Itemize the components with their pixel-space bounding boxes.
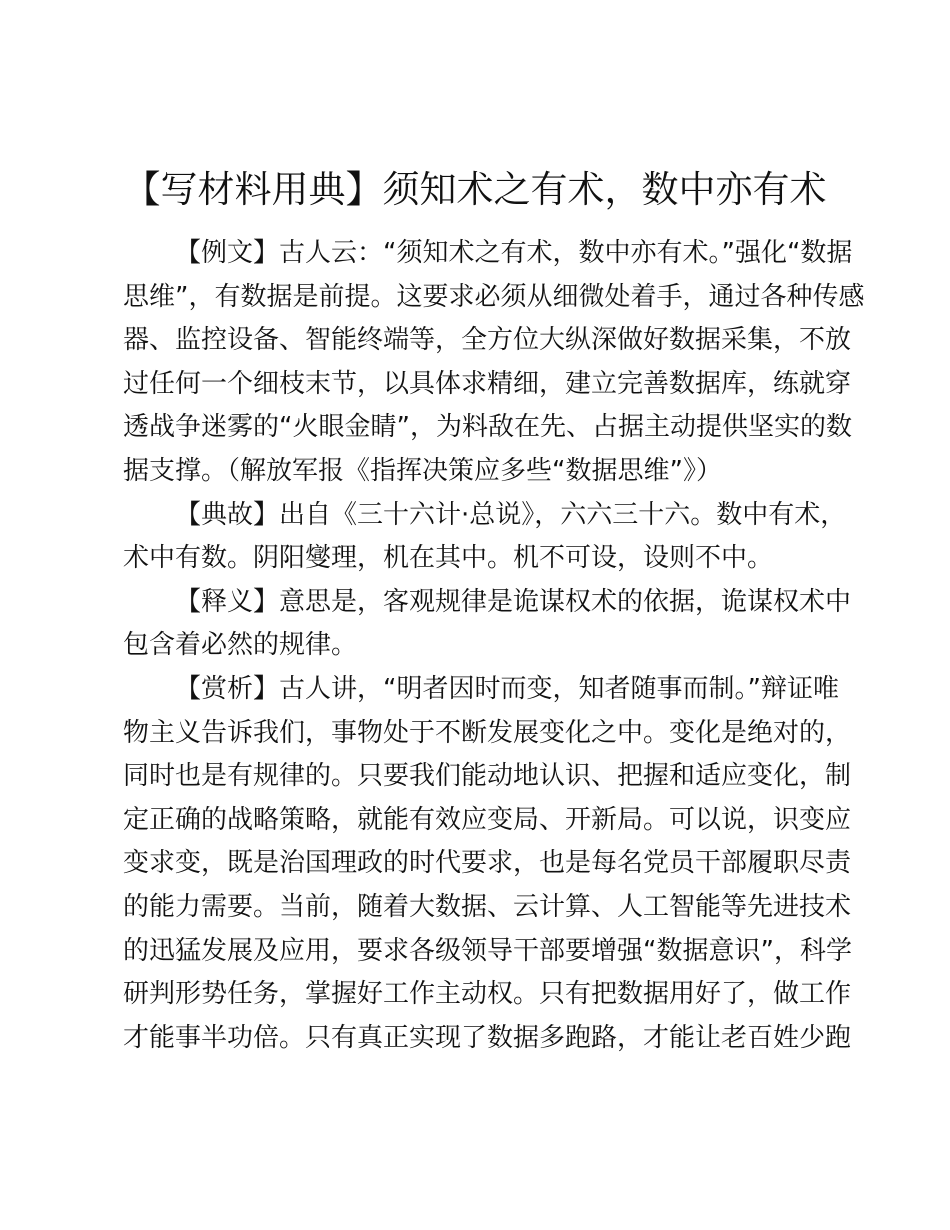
paragraph-example bbox=[123, 232, 865, 494]
text-line: 【赏析】古人讲，“明者因时而变，知者随事而制。”辩证唯 bbox=[175, 673, 839, 704]
text-line: 【典故】出自《三十六计·总说》，六六三十六。数中有术， bbox=[175, 499, 847, 530]
text-line: 【例文】古人云：“须知术之有术，数中亦有术。”强化“数据 bbox=[175, 238, 853, 268]
text-line: 过任何一个细枝末节，以具体求精细，建立完善数据库，练就穿 bbox=[123, 368, 852, 399]
text-line: 思维”，有数据是前提。这要求必须从细微处着手，通过各种传感 bbox=[123, 281, 865, 312]
text-line: 同时也是有规律的。只要我们能动地认识、把握和适应变化，制 bbox=[123, 761, 852, 792]
text-line: 研判形势任务，掌握好工作主动权。只有把数据用好了，做工作 bbox=[123, 979, 852, 1010]
text-line: 的能力需要。当前，随着大数据、云计算、人工智能等先进技术 bbox=[123, 891, 852, 922]
document-title: 【写材料用典】须知术之有术，数中亦有术 bbox=[123, 168, 827, 211]
text-line: 定正确的战略策略，就能有效应变局、开新局。可以说，识变应 bbox=[123, 804, 852, 835]
text-line: 的迅猛发展及应用，要求各级领导干部要增强“数据意识”，科学 bbox=[123, 935, 852, 966]
paragraph-explanation bbox=[123, 581, 852, 668]
text-line: 术中有数。阴阳燮理，机在其中。机不可设，设则不中。 bbox=[123, 543, 774, 574]
text-line: 【释义】意思是，客观规律是诡谋权术的依据，诡谋权术中 bbox=[175, 586, 852, 617]
text-line: 器、监控设备、智能终端等，全方位大纵深做好数据采集，不放 bbox=[123, 325, 852, 356]
document-body bbox=[123, 232, 865, 1060]
paragraph-appreciation bbox=[123, 668, 852, 1060]
text-line: 才能事半功倍。只有真正实现了数据多跑路，才能让老百姓少跑 bbox=[123, 1022, 852, 1053]
text-line: 变求变，既是治国理政的时代要求，也是每名党员干部履职尽责 bbox=[123, 848, 852, 879]
text-line: 透战争迷雾的“火眼金睛”，为料敌在先、占据主动提供坚实的数 bbox=[123, 412, 852, 443]
text-line: 据支撑。（解放军报《指挥决策应多些“数据思维”》） bbox=[123, 455, 722, 486]
paragraph-allusion bbox=[123, 494, 847, 581]
text-line: 包含着必然的规律。 bbox=[123, 630, 358, 661]
text-line: 物主义告诉我们，事物处于不断发展变化之中。变化是绝对的， bbox=[123, 717, 852, 748]
